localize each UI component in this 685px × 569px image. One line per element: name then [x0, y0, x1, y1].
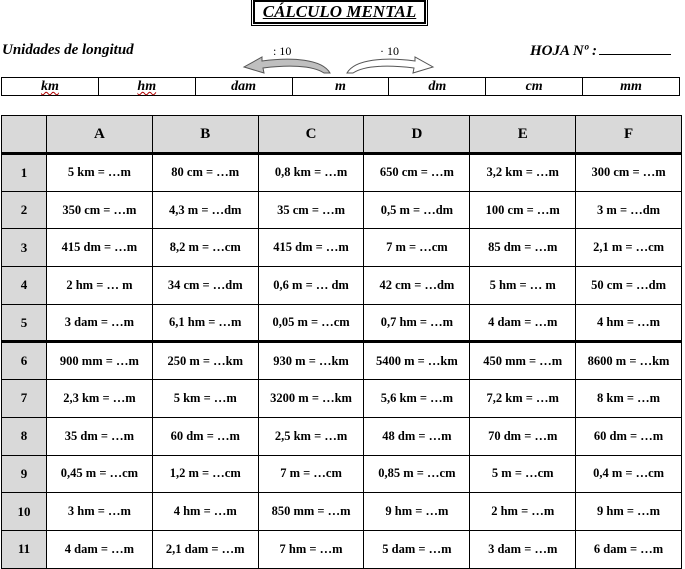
- exercise-cell: 80 cm = …m: [152, 154, 258, 192]
- exercise-cell: 4,3 m = …dm: [152, 191, 258, 229]
- exercise-cell: 5 km = …m: [152, 380, 258, 418]
- exercise-cell: 0,4 m = …cm: [576, 455, 682, 493]
- exercise-cell: 4 dam = …m: [47, 530, 153, 568]
- exercise-cell: 250 m = …km: [152, 342, 258, 380]
- exercise-cell: 7 m = …cm: [364, 229, 470, 267]
- column-header: F: [576, 116, 682, 154]
- row-number: 2: [2, 191, 47, 229]
- exercise-cell: 450 mm = …m: [470, 342, 576, 380]
- exercise-cell: 5 hm = … m: [470, 267, 576, 305]
- exercise-cell: 4 hm = …m: [152, 493, 258, 531]
- sheet-number-label: HOJA Nº :: [530, 43, 598, 59]
- exercise-cell: 60 dm = …m: [152, 417, 258, 455]
- row-number: 8: [2, 417, 47, 455]
- conversion-arrows-icon: [232, 53, 447, 77]
- row-number: 6: [2, 342, 47, 380]
- worksheet-subtitle: Unidades de longitud: [2, 42, 134, 58]
- table-row: [2, 304, 682, 342]
- exercise-cell: 3200 m = …km: [258, 380, 364, 418]
- exercise-cell: 0,5 m = …dm: [364, 191, 470, 229]
- exercise-cell: 850 mm = …m: [258, 493, 364, 531]
- multiply-label: · 10: [380, 44, 399, 58]
- table-row: [2, 267, 682, 305]
- exercise-cell: 5,6 km = …m: [364, 380, 470, 418]
- unit-dm: dm: [389, 78, 486, 96]
- exercise-cell: 5 km = …m: [47, 154, 153, 192]
- column-header: C: [258, 116, 364, 154]
- table-row: [2, 493, 682, 531]
- exercise-cell: 5400 m = …km: [364, 342, 470, 380]
- exercise-cell: 3 m = …dm: [576, 191, 682, 229]
- exercise-cell: 8 km = …m: [576, 380, 682, 418]
- row-number: 1: [2, 154, 47, 192]
- exercise-cell: 5 dam = …m: [364, 530, 470, 568]
- exercise-grid: [1, 115, 682, 569]
- unit-mm: mm: [583, 78, 680, 96]
- table-row: [2, 229, 682, 267]
- exercise-cell: 42 cm = …dm: [364, 267, 470, 305]
- table-row: [2, 380, 682, 418]
- exercise-cell: 48 dm = …m: [364, 417, 470, 455]
- exercise-cell: 300 cm = …m: [576, 154, 682, 192]
- table-row: [2, 191, 682, 229]
- exercise-cell: 100 cm = …m: [470, 191, 576, 229]
- column-header: D: [364, 116, 470, 154]
- column-header: B: [152, 116, 258, 154]
- table-row: [2, 417, 682, 455]
- divide-label: : 10: [273, 44, 292, 58]
- exercise-cell: 0,7 hm = …m: [364, 304, 470, 342]
- exercise-cell: 60 dm = …m: [576, 417, 682, 455]
- exercise-cell: 34 cm = …dm: [152, 267, 258, 305]
- worksheet-title: CÁLCULO MENTAL: [253, 0, 426, 24]
- exercise-cell: 7 hm = …m: [258, 530, 364, 568]
- exercise-cell: 1,2 m = …cm: [152, 455, 258, 493]
- exercise-cell: 3,2 km = …m: [470, 154, 576, 192]
- sheet-number-field: [530, 42, 671, 60]
- exercise-cell: 3 hm = …m: [47, 493, 153, 531]
- table-row: [2, 530, 682, 568]
- exercise-cell: 0,8 km = …m: [258, 154, 364, 192]
- exercise-cell: 415 dm = …m: [47, 229, 153, 267]
- exercise-cell: 5 m = …cm: [470, 455, 576, 493]
- unit-km: km: [2, 78, 99, 96]
- exercise-cell: 2,1 m = …cm: [576, 229, 682, 267]
- exercise-cell: 0,45 m = …cm: [47, 455, 153, 493]
- sheet-number-blank: [599, 42, 671, 55]
- exercise-cell: 85 dm = …m: [470, 229, 576, 267]
- row-number: 3: [2, 229, 47, 267]
- unit-dam: dam: [195, 78, 292, 96]
- exercise-cell: 2 hm = …m: [470, 493, 576, 531]
- exercise-cell: 4 dam = …m: [470, 304, 576, 342]
- grid-corner: [2, 116, 47, 154]
- column-header: A: [47, 116, 153, 154]
- exercise-cell: 0,05 m = …cm: [258, 304, 364, 342]
- row-number: 9: [2, 455, 47, 493]
- exercise-cell: 3 dam = …m: [47, 304, 153, 342]
- exercise-cell: 650 cm = …m: [364, 154, 470, 192]
- exercise-cell: 7 m = …cm: [258, 455, 364, 493]
- exercise-cell: 0,6 m = … dm: [258, 267, 364, 305]
- exercise-cell: 50 cm = …dm: [576, 267, 682, 305]
- exercise-cell: 6 dam = …m: [576, 530, 682, 568]
- exercise-cell: 35 dm = …m: [47, 417, 153, 455]
- exercise-cell: 7,2 km = …m: [470, 380, 576, 418]
- exercise-cell: 70 dm = …m: [470, 417, 576, 455]
- exercise-cell: 2,3 km = …m: [47, 380, 153, 418]
- unit-hm: hm: [98, 78, 195, 96]
- unit-cm: cm: [486, 78, 583, 96]
- table-row: [2, 154, 682, 192]
- exercise-cell: 930 m = …km: [258, 342, 364, 380]
- exercise-cell: 3 dam = …m: [470, 530, 576, 568]
- exercise-cell: 0,85 m = …cm: [364, 455, 470, 493]
- exercise-cell: 35 cm = …m: [258, 191, 364, 229]
- row-number: 5: [2, 304, 47, 342]
- exercise-cell: 9 hm = …m: [364, 493, 470, 531]
- row-number: 7: [2, 380, 47, 418]
- exercise-cell: 8600 m = …km: [576, 342, 682, 380]
- grid-header-row: [2, 116, 682, 154]
- exercise-cell: 9 hm = …m: [576, 493, 682, 531]
- exercise-cell: 8,2 m = …cm: [152, 229, 258, 267]
- exercise-cell: 2,1 dam = …m: [152, 530, 258, 568]
- exercise-cell: 900 mm = …m: [47, 342, 153, 380]
- row-number: 11: [2, 530, 47, 568]
- exercise-cell: 2,5 km = …m: [258, 417, 364, 455]
- exercise-cell: 350 cm = …m: [47, 191, 153, 229]
- exercise-cell: 2 hm = … m: [47, 267, 153, 305]
- unit-m: m: [292, 78, 389, 96]
- exercise-cell: 4 hm = …m: [576, 304, 682, 342]
- exercise-cell: 6,1 hm = …m: [152, 304, 258, 342]
- units-strip: [1, 77, 680, 96]
- row-number: 10: [2, 493, 47, 531]
- table-row: [2, 455, 682, 493]
- row-number: 4: [2, 267, 47, 305]
- table-row: [2, 342, 682, 380]
- exercise-cell: 415 dm = …m: [258, 229, 364, 267]
- column-header: E: [470, 116, 576, 154]
